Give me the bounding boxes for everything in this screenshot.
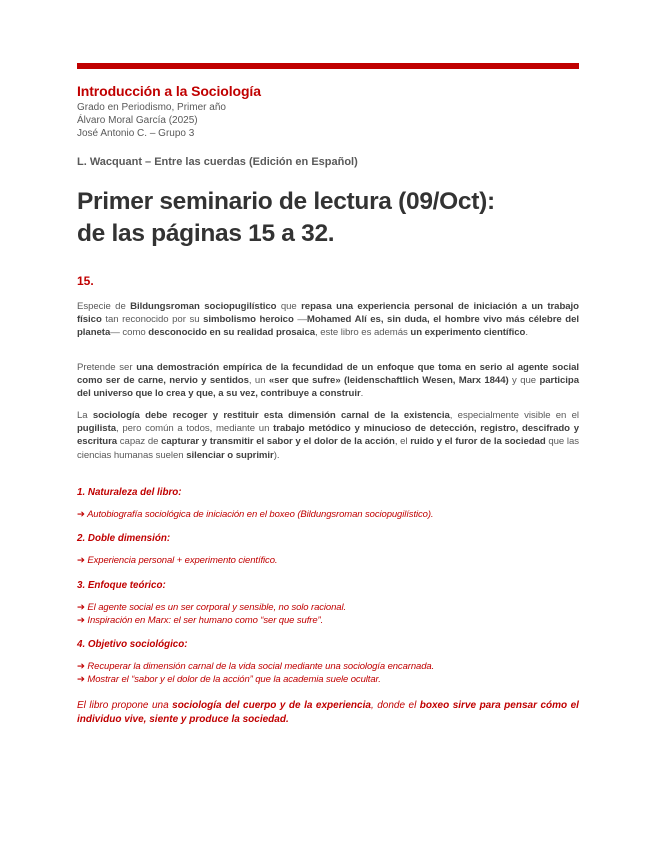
book-reference: L. Wacquant – Entre las cuerdas (Edición en Español) [77, 156, 358, 168]
paragraph-3: La sociología debe recoger y restituir esta dimensión carnal de la existencia, especialmente visible en el pugilista, pero común a todos, mediante un trabajo metódico y minucioso de detección, registro, descifrado y escritura capaz de capturar y transmitir el sabor y el dolor de la acción, el ruido y el furor de la sociedad que las ciencias humanas suelen silenciar o suprimir). [77, 410, 580, 461]
paragraph-2: Pretende ser una demostración empírica de la fecundidad de un enfoque que toma en serio al agente social como ser de carne, nervio y sentidos, un «ser que sufre» (leidenschaftlich Wesen, Marx 1844) y que participa del universo que lo crea y que, a su vez, contribuye a construir. [77, 362, 580, 400]
page-title-line-1: Primer seminario de lectura (09/Oct): [77, 188, 495, 215]
arrow-bullet-icon: ➔ [77, 661, 85, 672]
arrow-bullet-icon: ➔ [77, 555, 85, 566]
arrow-bullet-icon: ➔ [77, 509, 85, 520]
header-accent-bar [77, 63, 579, 69]
list-item: ➔ Autobiografía sociológica de iniciación en el boxeo (Bildungsroman sociopugilístico). [77, 509, 434, 520]
list-item: ➔ Experiencia personal + experimento científico. [77, 555, 278, 566]
page-title [77, 186, 579, 250]
arrow-bullet-icon: ➔ [77, 674, 85, 685]
section-heading-theory: 3. Enfoque teórico: [77, 580, 166, 591]
list-item: ➔ Recuperar la dimensión carnal de la vida social mediante una sociología encarnada. [77, 661, 435, 672]
degree-line: Grado en Periodismo, Primer año [77, 102, 226, 113]
arrow-bullet-icon: ➔ [77, 602, 85, 613]
section-heading-objective: 4. Objetivo sociológico: [77, 639, 188, 650]
section-heading-nature: 1. Naturaleza del libro: [77, 487, 182, 498]
list-item: ➔ Inspiración en Marx: el ser humano como “ser que sufre”. [77, 615, 324, 626]
student-group-line: José Antonio C. – Grupo 3 [77, 128, 195, 139]
list-item: ➔ El agente social es un ser corporal y sensible, no solo racional. [77, 602, 347, 613]
section-heading-dimension: 2. Doble dimensión: [77, 533, 171, 544]
page-number-label: 15. [77, 274, 94, 288]
list-item: ➔ Mostrar el “sabor y el dolor de la acción” que la academia suele ocultar. [77, 674, 381, 685]
paragraph-1: Especie de Bildungsroman sociopugilístico que repasa una experiencia personal de iniciación a un trabajo físico tan reconocido por su simbolismo heroico —Mohamed Alí es, sin duda, el hombre vivo más célebre del planeta— como desconocido en su realidad prosaica, este libro es además un experimento científico. [77, 301, 579, 339]
arrow-bullet-icon: ➔ [77, 615, 85, 626]
conclusion-paragraph: El libro propone una sociología del cuerpo y de la experiencia, donde el boxeo sirve para pensar cómo el individuo vive, siente y produce la sociedad. [77, 700, 579, 725]
page-title-line-2: de las páginas 15 a 32. [77, 220, 335, 247]
author-year-line: Álvaro Moral García (2025) [77, 115, 198, 126]
course-title: Introducción a la Sociología [77, 83, 261, 99]
